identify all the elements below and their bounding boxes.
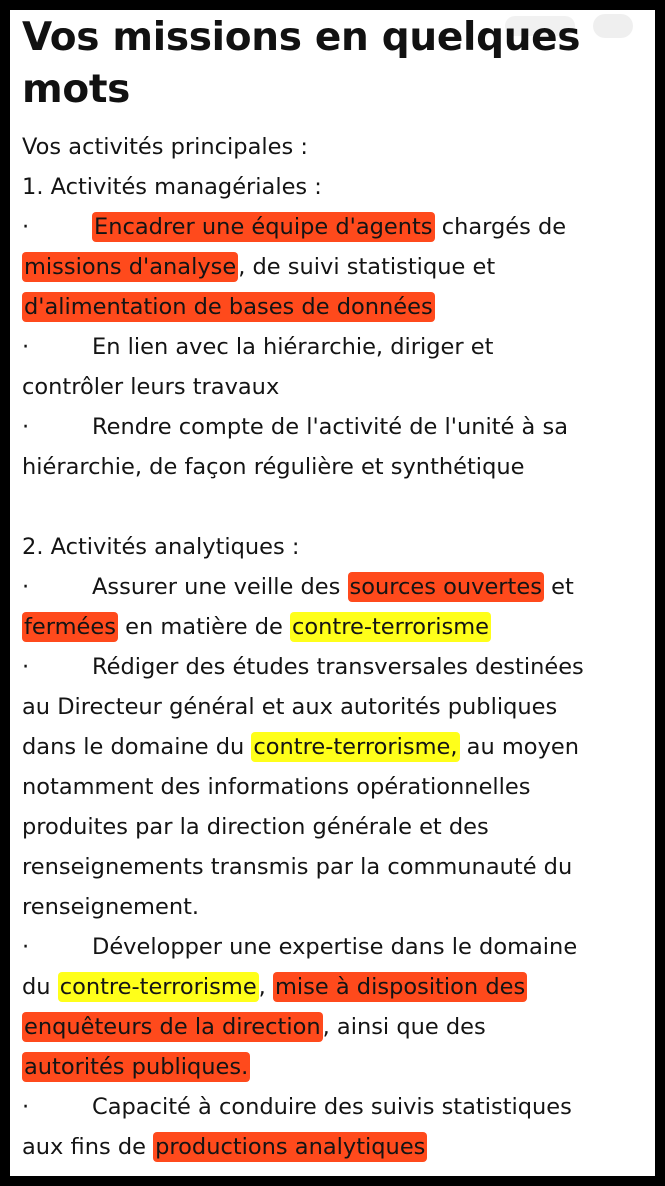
bullet-item bbox=[22, 928, 577, 966]
bullet-icon bbox=[22, 408, 92, 446]
text-line-row bbox=[22, 888, 199, 926]
highlight-red: productions analytiques bbox=[155, 1134, 426, 1160]
highlight-red: autorités publiques. bbox=[24, 1054, 249, 1080]
text-line-row bbox=[22, 1008, 486, 1046]
bullet-icon bbox=[22, 928, 92, 966]
bullet-icon bbox=[22, 208, 92, 246]
text-line-row bbox=[22, 688, 557, 726]
bullet-icon bbox=[22, 1088, 92, 1126]
text-line: , de suivi statistique et bbox=[238, 254, 496, 280]
bullet-item bbox=[22, 1088, 572, 1126]
bullet-icon bbox=[22, 568, 92, 606]
text-line-row bbox=[22, 288, 435, 326]
title-line-2: mots bbox=[22, 67, 131, 112]
highlight-red: enquêteurs de la direction bbox=[24, 1014, 321, 1040]
highlight-red: sources ouvertes bbox=[349, 574, 542, 600]
bullet-item bbox=[22, 328, 493, 366]
bullet-item bbox=[22, 568, 574, 606]
text-line-row bbox=[22, 248, 495, 286]
highlight-red: Encadrer une équipe d'agents bbox=[94, 214, 433, 240]
text-line: notamment des informations opérationnelles bbox=[22, 774, 531, 800]
bullet-icon bbox=[22, 648, 92, 686]
highlight-yellow: contre-terrorisme, bbox=[253, 734, 458, 760]
bullet-icon bbox=[22, 328, 92, 366]
text-line: Rédiger des études transversales destinées bbox=[92, 654, 584, 680]
text-line-row bbox=[22, 448, 524, 486]
bullet-item bbox=[22, 648, 584, 686]
text-line: et bbox=[543, 574, 574, 600]
text-line-row bbox=[22, 1048, 250, 1086]
section-intro bbox=[22, 128, 308, 166]
title-line-1: Vos missions en quelques bbox=[22, 15, 581, 60]
section-heading-analytical bbox=[22, 528, 299, 566]
text-line-row bbox=[22, 368, 279, 406]
highlight-red: d'alimentation de bases de données bbox=[24, 294, 433, 320]
text-line: , bbox=[258, 974, 273, 1000]
text-line: du bbox=[22, 974, 58, 1000]
text-line: au moyen bbox=[459, 734, 579, 760]
text-line: aux fins de bbox=[22, 1134, 154, 1160]
section-heading-managerial bbox=[22, 168, 322, 206]
text-line-row bbox=[22, 968, 527, 1006]
page-title bbox=[22, 12, 652, 116]
text-line: contrôler leurs travaux bbox=[22, 374, 280, 400]
text-line: Rendre compte de l'activité de l'unité à sa bbox=[92, 414, 568, 440]
text-line-row bbox=[22, 728, 579, 766]
text-line: 2. Activités analytiques : bbox=[22, 534, 300, 560]
text-line-row bbox=[22, 848, 572, 886]
highlight-red: fermées bbox=[24, 614, 116, 640]
text-line: renseignements transmis par la communauté du bbox=[22, 854, 573, 880]
bullet-item bbox=[22, 208, 566, 246]
text-line: chargés de bbox=[434, 214, 567, 240]
text-line-row bbox=[22, 768, 530, 806]
text-line: hiérarchie, de façon régulière et synthétique bbox=[22, 454, 525, 480]
text-line-row bbox=[22, 808, 489, 846]
text-line: Capacité à conduire des suivis statistiques bbox=[92, 1094, 572, 1120]
text-line: 1. Activités managériales : bbox=[22, 174, 322, 200]
text-line: , ainsi que des bbox=[322, 1014, 486, 1040]
text-line: Développer une expertise dans le domaine bbox=[92, 934, 578, 960]
text-line-row bbox=[22, 608, 491, 646]
highlight-red: mise à disposition des bbox=[274, 974, 526, 1000]
bullet-item bbox=[22, 408, 568, 446]
text-line: renseignement. bbox=[22, 894, 200, 920]
text-line: Vos activités principales : bbox=[22, 134, 308, 160]
text-line: produites par la direction générale et des bbox=[22, 814, 489, 840]
text-line: En lien avec la hiérarchie, diriger et bbox=[92, 334, 494, 360]
text-line: en matière de bbox=[117, 614, 291, 640]
document-page bbox=[10, 10, 655, 1176]
highlight-yellow: contre-terrorisme bbox=[59, 974, 257, 1000]
highlight-red: missions d'analyse bbox=[24, 254, 237, 280]
text-line: dans le domaine du bbox=[22, 734, 252, 760]
highlight-yellow: contre-terrorisme bbox=[292, 614, 489, 640]
text-line: Assurer une veille des bbox=[92, 574, 348, 600]
text-line: au Directeur général et aux autorités publiques bbox=[22, 694, 558, 720]
text-line-row bbox=[22, 1128, 427, 1166]
